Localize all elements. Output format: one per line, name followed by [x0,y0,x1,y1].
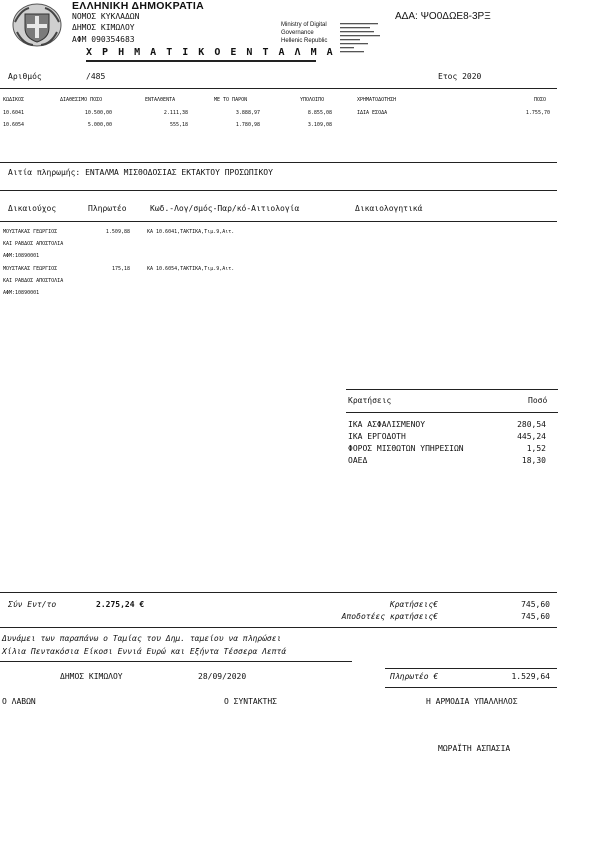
deduction-amount: 280,54 [517,420,546,429]
payable-header: Πληρωτέο [88,204,127,213]
payable-value: 1.529,64 [511,672,550,681]
instruction-line-2: Χίλια Πεντακόσια Είκοσι Εννιά Ευρώ και Εξήντα Τέσσερα Λεπτά [2,647,287,656]
document-title: Χ Ρ Η Μ Α Τ Ι Κ Ο Ε Ν Τ Α Λ Μ Α [86,47,335,58]
col-header-funding: ΧΡΗΜΑΤΟΔΟΤΗΣΗ [357,97,397,103]
footer-municipality: ΔΗΜΟΣ ΚΙΜΩΛΟΥ [60,672,123,681]
cell-current: 1.780,98 [235,122,260,128]
divider [0,627,557,628]
cell-amount: 1.755,70 [525,110,550,116]
col-header-ordered: ΕΝΤΑΛΘΕΝΤΑ [145,97,176,103]
number-value: /485 [86,72,106,81]
divider [346,412,558,413]
author-label: Ο ΣΥΝΤΑΚΤΗΣ [224,697,277,706]
signature-stamp-text [340,22,388,56]
beneficiary-line2: ΚΑΙ ΡΑΒΔΟΣ ΑΠΟΣΤΟΛΙΑ [3,241,64,247]
cell-available: 5.000,00 [87,122,112,128]
beneficiary-name: ΜΟΥΣΤΑΚΑΣ ΓΕΩΡΓΙΟΣ [3,266,58,272]
payable-box-bottom [385,687,557,688]
year-label: Ετος 2020 [438,72,482,81]
stamp-line-1: Ministry of Digital [281,22,327,28]
instruction-line-1: Δυνάμει των παραπάνω ο Ταμίας του Δημ. ταμείου να πληρώσει [2,634,282,643]
deductions-total-label: Κρατήσεις€ [389,600,438,609]
stamp-line-2: Governance [281,30,314,36]
beneficiary-code: ΚΑ 10.6041,ΤΑΚΤΙΚΑ,Τιμ.9,Αιτ. [147,229,235,235]
deduction-label: ΦΟΡΟΣ ΜΙΣΘΩΤΩΝ ΥΠΗΡΕΣΙΩΝ [348,444,464,453]
beneficiary-header: Δικαιούχος [8,204,57,213]
remittable-label: Αποδοτέες κρατήσεις€ [341,612,438,621]
beneficiary-line3: ΑΦΜ:10890001 [3,290,40,296]
cell-remaining: 3.109,08 [307,122,332,128]
beneficiary-code: ΚΑ 10.6054,ΤΑΚΤΙΚΑ,Τιμ.9,Αιτ. [147,266,235,272]
number-label: Αριθμός [8,72,42,81]
cell-current: 3.888,97 [235,110,260,116]
cell-ordered: 2.111,38 [163,110,188,116]
deduction-amount: 18,30 [521,456,546,465]
municipality-name: ΔΗΜΟΣ ΚΙΜΩΛΟΥ [72,23,135,32]
beneficiary-amount: 1.509,88 [105,229,130,235]
receiver-label: Ο ΛΑΒΩΝ [2,697,36,706]
prefecture-name: ΝΟΜΟΣ ΚΥΚΛΑΔΩΝ [72,12,140,21]
col-header-current: ΜΕ ΤΟ ΠΑΡΟΝ [214,97,248,103]
payable-box-top [385,668,557,669]
beneficiary-line3: ΑΦΜ:10890001 [3,253,40,259]
remittable-value: 745,60 [521,612,550,621]
officer-title: Η ΑΡΜΟΔΙΑ ΥΠΑΛΛΗΛΟΣ [426,697,518,706]
cell-funding: ΙΔΙΑ ΕΣΟΔΑ [357,110,388,116]
deduction-label: ΙΚΑ ΕΡΓΟΔΟΤΗ [348,432,406,441]
republic-heading: ΕΛΛΗΝΙΚΗ ΔΗΜΟΚΡΑΤΙΑ [72,0,204,12]
col-header-amount: ΠΟΣΟ [534,97,547,103]
code-header: Κωδ.-Λογ/σμός-Παρ/κό-Αιτιολογία [150,204,300,213]
deductions-header-label: Κρατήσεις [348,396,392,405]
divider [346,389,558,390]
greek-coat-of-arms-icon [11,2,63,48]
deductions-header-amount: Ποσό [528,396,548,405]
cell-ordered: 555,18 [169,122,188,128]
divider [0,661,352,662]
col-header-remaining: ΥΠΟΛΟΙΠΟ [300,97,325,103]
divider [0,221,557,222]
deduction-label: ΟΑΕΔ [348,456,368,465]
deductions-total-value: 745,60 [521,600,550,609]
payment-reason: Αιτία πληρωμής: ΕΝΤΑΛΜΑ ΜΙΣΘΟΔΟΣΙΑΣ ΕΚΤΑΚΤΟΥ ΠΡΟΣΩΠΙΚΟΥ [8,168,273,177]
divider [0,88,557,89]
sum-value: 2.275,24 € [96,600,145,609]
divider [0,592,557,593]
title-underline [86,60,316,62]
officer-name: ΜΩΡΑΪΤΗ ΑΣΠΑΣΙΑ [438,744,511,753]
payable-label: Πληρωτέο € [390,672,439,681]
footer-date: 28/09/2020 [198,672,247,681]
sum-label: Σύν Εντ/το [8,600,57,609]
col-header-code: ΚΩΔΙΚΟΣ [3,97,25,103]
divider [0,162,557,163]
deduction-amount: 445,24 [517,432,546,441]
cell-remaining: 8.855,08 [307,110,332,116]
beneficiary-name: ΜΟΥΣΤΑΚΑΣ ΓΕΩΡΓΙΟΣ [3,229,58,235]
beneficiary-amount: 175,18 [111,266,130,272]
col-header-available: ΔΙΑΘΕΣΙΜΟ ΠΟΣΟ [60,97,103,103]
divider [0,190,557,191]
deduction-label: ΙΚΑ ΑΣΦΑΛΙΣΜΕΝΟΥ [348,420,426,429]
tax-id: ΑΦΜ 090354683 [72,35,135,44]
ada-code: ΑΔΑ: ΨΟ0ΔΩΕ8-3ΡΞ [395,11,491,22]
deduction-amount: 1,52 [526,444,546,453]
beneficiary-line2: ΚΑΙ ΡΑΒΔΟΣ ΑΠΟΣΤΟΛΙΑ [3,278,64,284]
cell-available: 10.500,00 [84,110,112,116]
cell-code: 10.6054 [3,122,25,128]
documents-header: Δικαιολογητικά [355,204,423,213]
stamp-line-3: Hellenic Republic [281,38,328,44]
cell-code: 10.6041 [3,110,25,116]
